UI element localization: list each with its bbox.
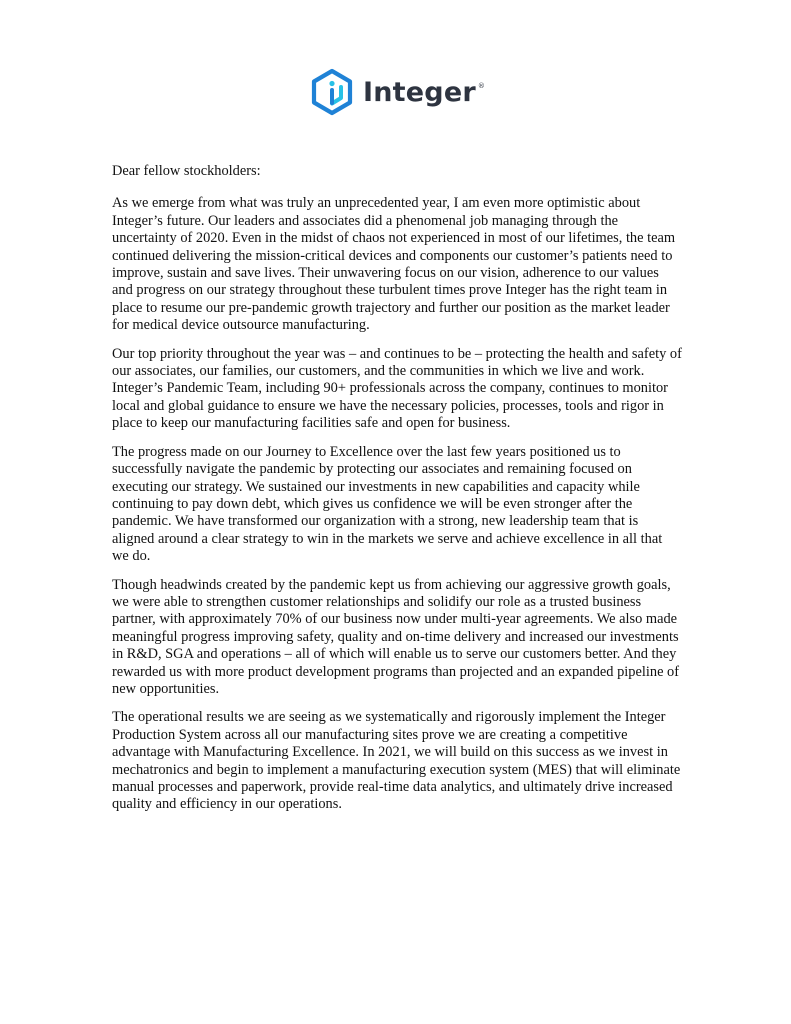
integer-wordmark: Integer xyxy=(363,76,476,108)
paragraph-customer-relationships: Though headwinds created by the pandemic kept us from achieving our aggressive growth goals, we were able to strengthen customer relationships and solidify our role as a trusted business partner, with approximately 70% of our business now under multi-year agreements. We also made meaningful progress improving safety, quality and on-time delivery and increased our investments in R&D, SGA and operations – all of which will enable us to serve our customers better. And they rewarded us with more product development programs than projected and an expanded pipeline of new opportunities. xyxy=(112,576,680,697)
registered-trademark-mark: ® xyxy=(477,82,485,90)
paragraph-safety-priority: Our top priority throughout the year was – and continues to be – protecting the health and safety of our associates, our families, our customers, and the communities in which we live and work. Integer’s Pandemic Team, including 90+ professionals across the company, continues to monitor local and global guidance to ensure we have the necessary policies, processes, tools and rigor in place to keep our manufacturing facilities safe and open for business. xyxy=(112,345,682,432)
salutation: Dear fellow stockholders: xyxy=(112,163,261,179)
letter-body xyxy=(112,163,682,825)
paragraph-outlook: As we emerge from what was truly an unprecedented year, I am even more optimistic about Integer’s future. Our leaders and associates did a phenomenal job managing through the uncertainty of 2020. Even in the midst of chaos not experienced in most of our lifetimes, the team continued delivering the mission-critical devices and components our customer’s patients need to improve, sustain and save lives. Their unwavering focus on our vision, adherence to our values and progress on our strategy throughout these turbulent times prove Integer has the right team in place to resume our pre-pandemic growth trajectory and further our position as the market leader for medical device outsource manufacturing. xyxy=(112,195,676,334)
paragraph-operational-results: The operational results we are seeing as we systematically and rigorously implement the Integer Production System across all our manufacturing sites prove we are creating a competitive advantage with Manufacturing Excellence. In 2021, we will build on this success as we invest in mechatronics and begin to implement a manufacturing execution system (MES) that will eliminate manual processes and paperwork, provide real-time data analytics, and ultimately drive increased quality and efficiency in our operations. xyxy=(112,709,681,813)
paragraph-journey-to-excellence: The progress made on our Journey to Excellence over the last few years positioned us to successfully navigate the pandemic by protecting our associates and remaining focused on executing our strategy. We sustained our investments in new capabilities and capacity while continuing to pay down debt, which gives us confidence we will be even stronger after the pandemic. We have transformed our organization with a strong, new leadership team that is aligned around a clear strategy to win in the markets we serve and achieve excellence in all that we do. xyxy=(112,443,663,565)
integer-hexagon-icon xyxy=(310,68,354,116)
integer-logo xyxy=(310,66,485,118)
